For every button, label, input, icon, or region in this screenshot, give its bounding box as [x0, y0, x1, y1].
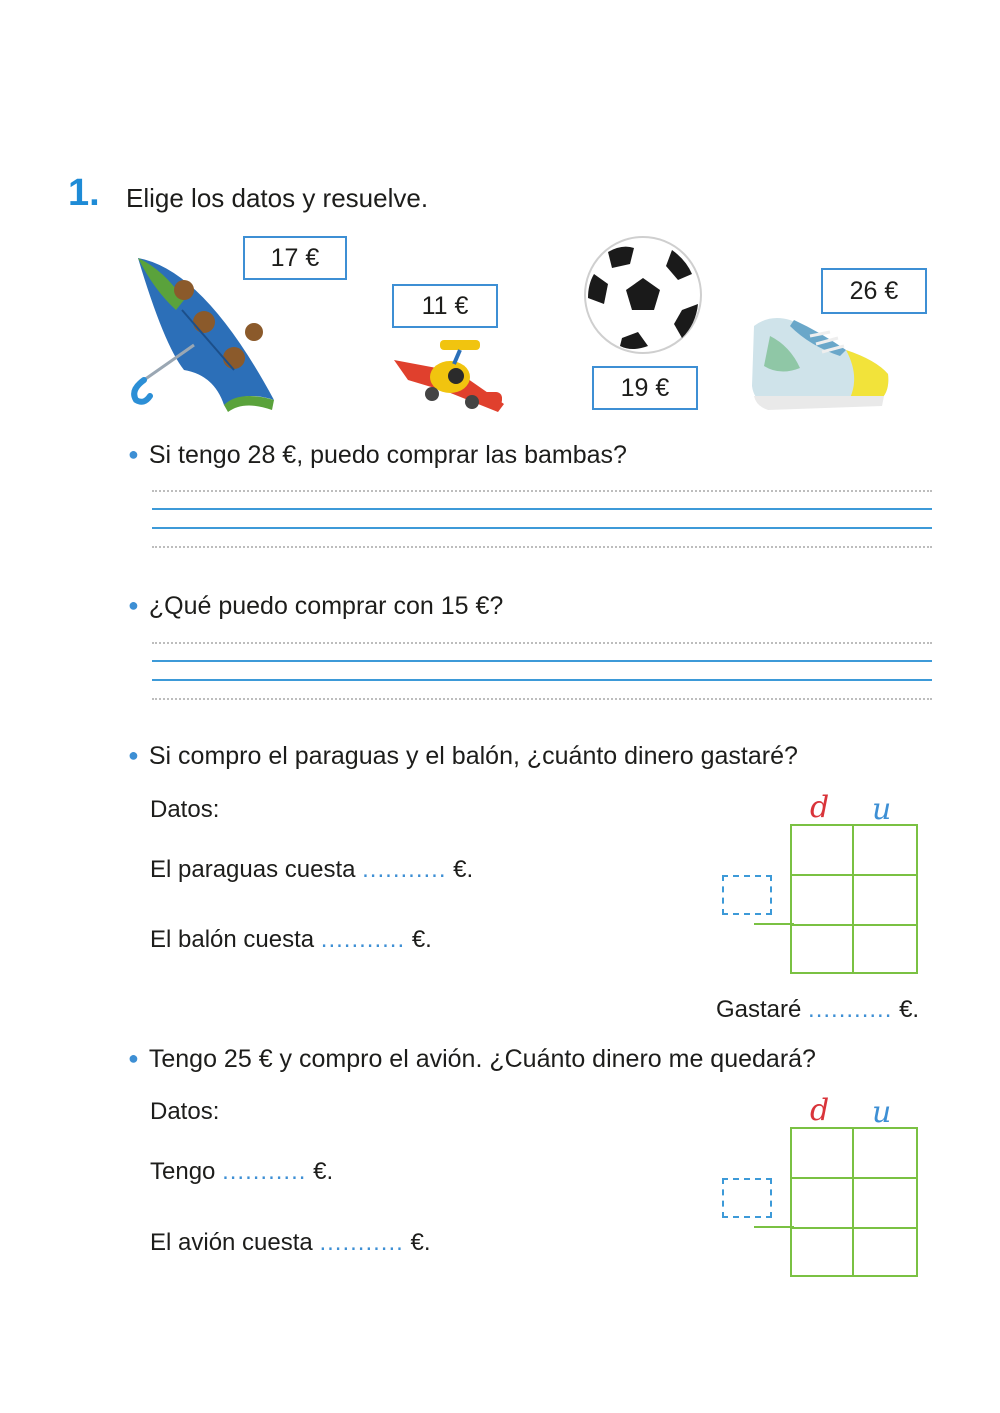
question-1 — [128, 441, 627, 470]
blank-tengo[interactable]: ........... — [222, 1158, 307, 1185]
answer-lines-1[interactable] — [152, 490, 932, 552]
grid-cell[interactable] — [790, 824, 854, 876]
price-tag-avion: 11 € — [392, 284, 498, 328]
tens-label: d — [810, 1093, 830, 1128]
soccer-ball-icon — [582, 234, 704, 356]
blank-avion-price[interactable]: ........... — [319, 1229, 404, 1256]
grid-cell[interactable] — [852, 1227, 918, 1277]
operator-box[interactable] — [722, 1178, 772, 1218]
bullet-icon: ● — [128, 745, 139, 765]
operator-box[interactable] — [722, 875, 772, 915]
grid-cell[interactable] — [852, 1127, 918, 1179]
question-4 — [128, 1045, 816, 1074]
datos-line-avion: El avión cuesta ........... €. — [150, 1229, 431, 1256]
grid-cell[interactable] — [790, 1177, 854, 1229]
bullet-icon: ● — [128, 444, 139, 464]
subtraction-grid-2 — [722, 1093, 922, 1283]
addition-grid-1 — [722, 790, 922, 980]
answer-lines-2[interactable] — [152, 642, 932, 704]
operator-line — [754, 1226, 794, 1228]
blank-paraguas-price[interactable]: ........... — [362, 856, 447, 883]
question-4-text: Tengo 25 € y compro el avión. ¿Cuánto dinero me quedará? — [148, 1045, 816, 1073]
question-3 — [128, 742, 798, 771]
airplane-toy-icon — [388, 332, 508, 418]
datos-line-paraguas: El paraguas cuesta ........... €. — [150, 856, 474, 883]
price-tag-paraguas: 17 € — [243, 236, 347, 280]
grid-cell[interactable] — [790, 1227, 854, 1277]
exercise-number: 1. — [68, 172, 100, 214]
question-1-text: Si tengo 28 €, puedo comprar las bambas? — [148, 441, 627, 469]
bullet-icon: ● — [128, 595, 139, 615]
result-line-gastare: Gastaré ........... €. — [716, 996, 920, 1023]
units-label: u — [872, 1095, 892, 1130]
datos-line-tengo: Tengo ........... €. — [150, 1158, 334, 1185]
question-2 — [128, 592, 503, 621]
blank-balon-price[interactable]: ........... — [320, 926, 406, 953]
grid-cell[interactable] — [790, 924, 854, 974]
grid-cell[interactable] — [790, 874, 854, 926]
units-label: u — [872, 792, 892, 827]
exercise-title: Elige los datos y resuelve. — [126, 183, 429, 213]
grid-cell[interactable] — [852, 924, 918, 974]
price-tag-balon: 19 € — [592, 366, 698, 410]
grid-cell[interactable] — [852, 874, 918, 926]
datos-label-4: Datos: — [150, 1098, 220, 1125]
datos-line-balon: El balón cuesta ........... €. — [150, 926, 432, 953]
grid-cell[interactable] — [852, 824, 918, 876]
sneaker-icon — [750, 306, 892, 418]
operator-line — [754, 923, 794, 925]
grid-cell[interactable] — [852, 1177, 918, 1229]
grid-cell[interactable] — [790, 1127, 854, 1179]
price-tag-bambas: 26 € — [821, 268, 927, 314]
tens-label: d — [810, 790, 830, 825]
question-3-text: Si compro el paraguas y el balón, ¿cuánto dinero gastaré? — [148, 742, 798, 770]
blank-gastare[interactable]: ........... — [808, 996, 893, 1023]
datos-label-3: Datos: — [150, 796, 220, 823]
bullet-icon: ● — [128, 1048, 139, 1068]
question-2-text: ¿Qué puedo comprar con 15 €? — [148, 592, 504, 620]
